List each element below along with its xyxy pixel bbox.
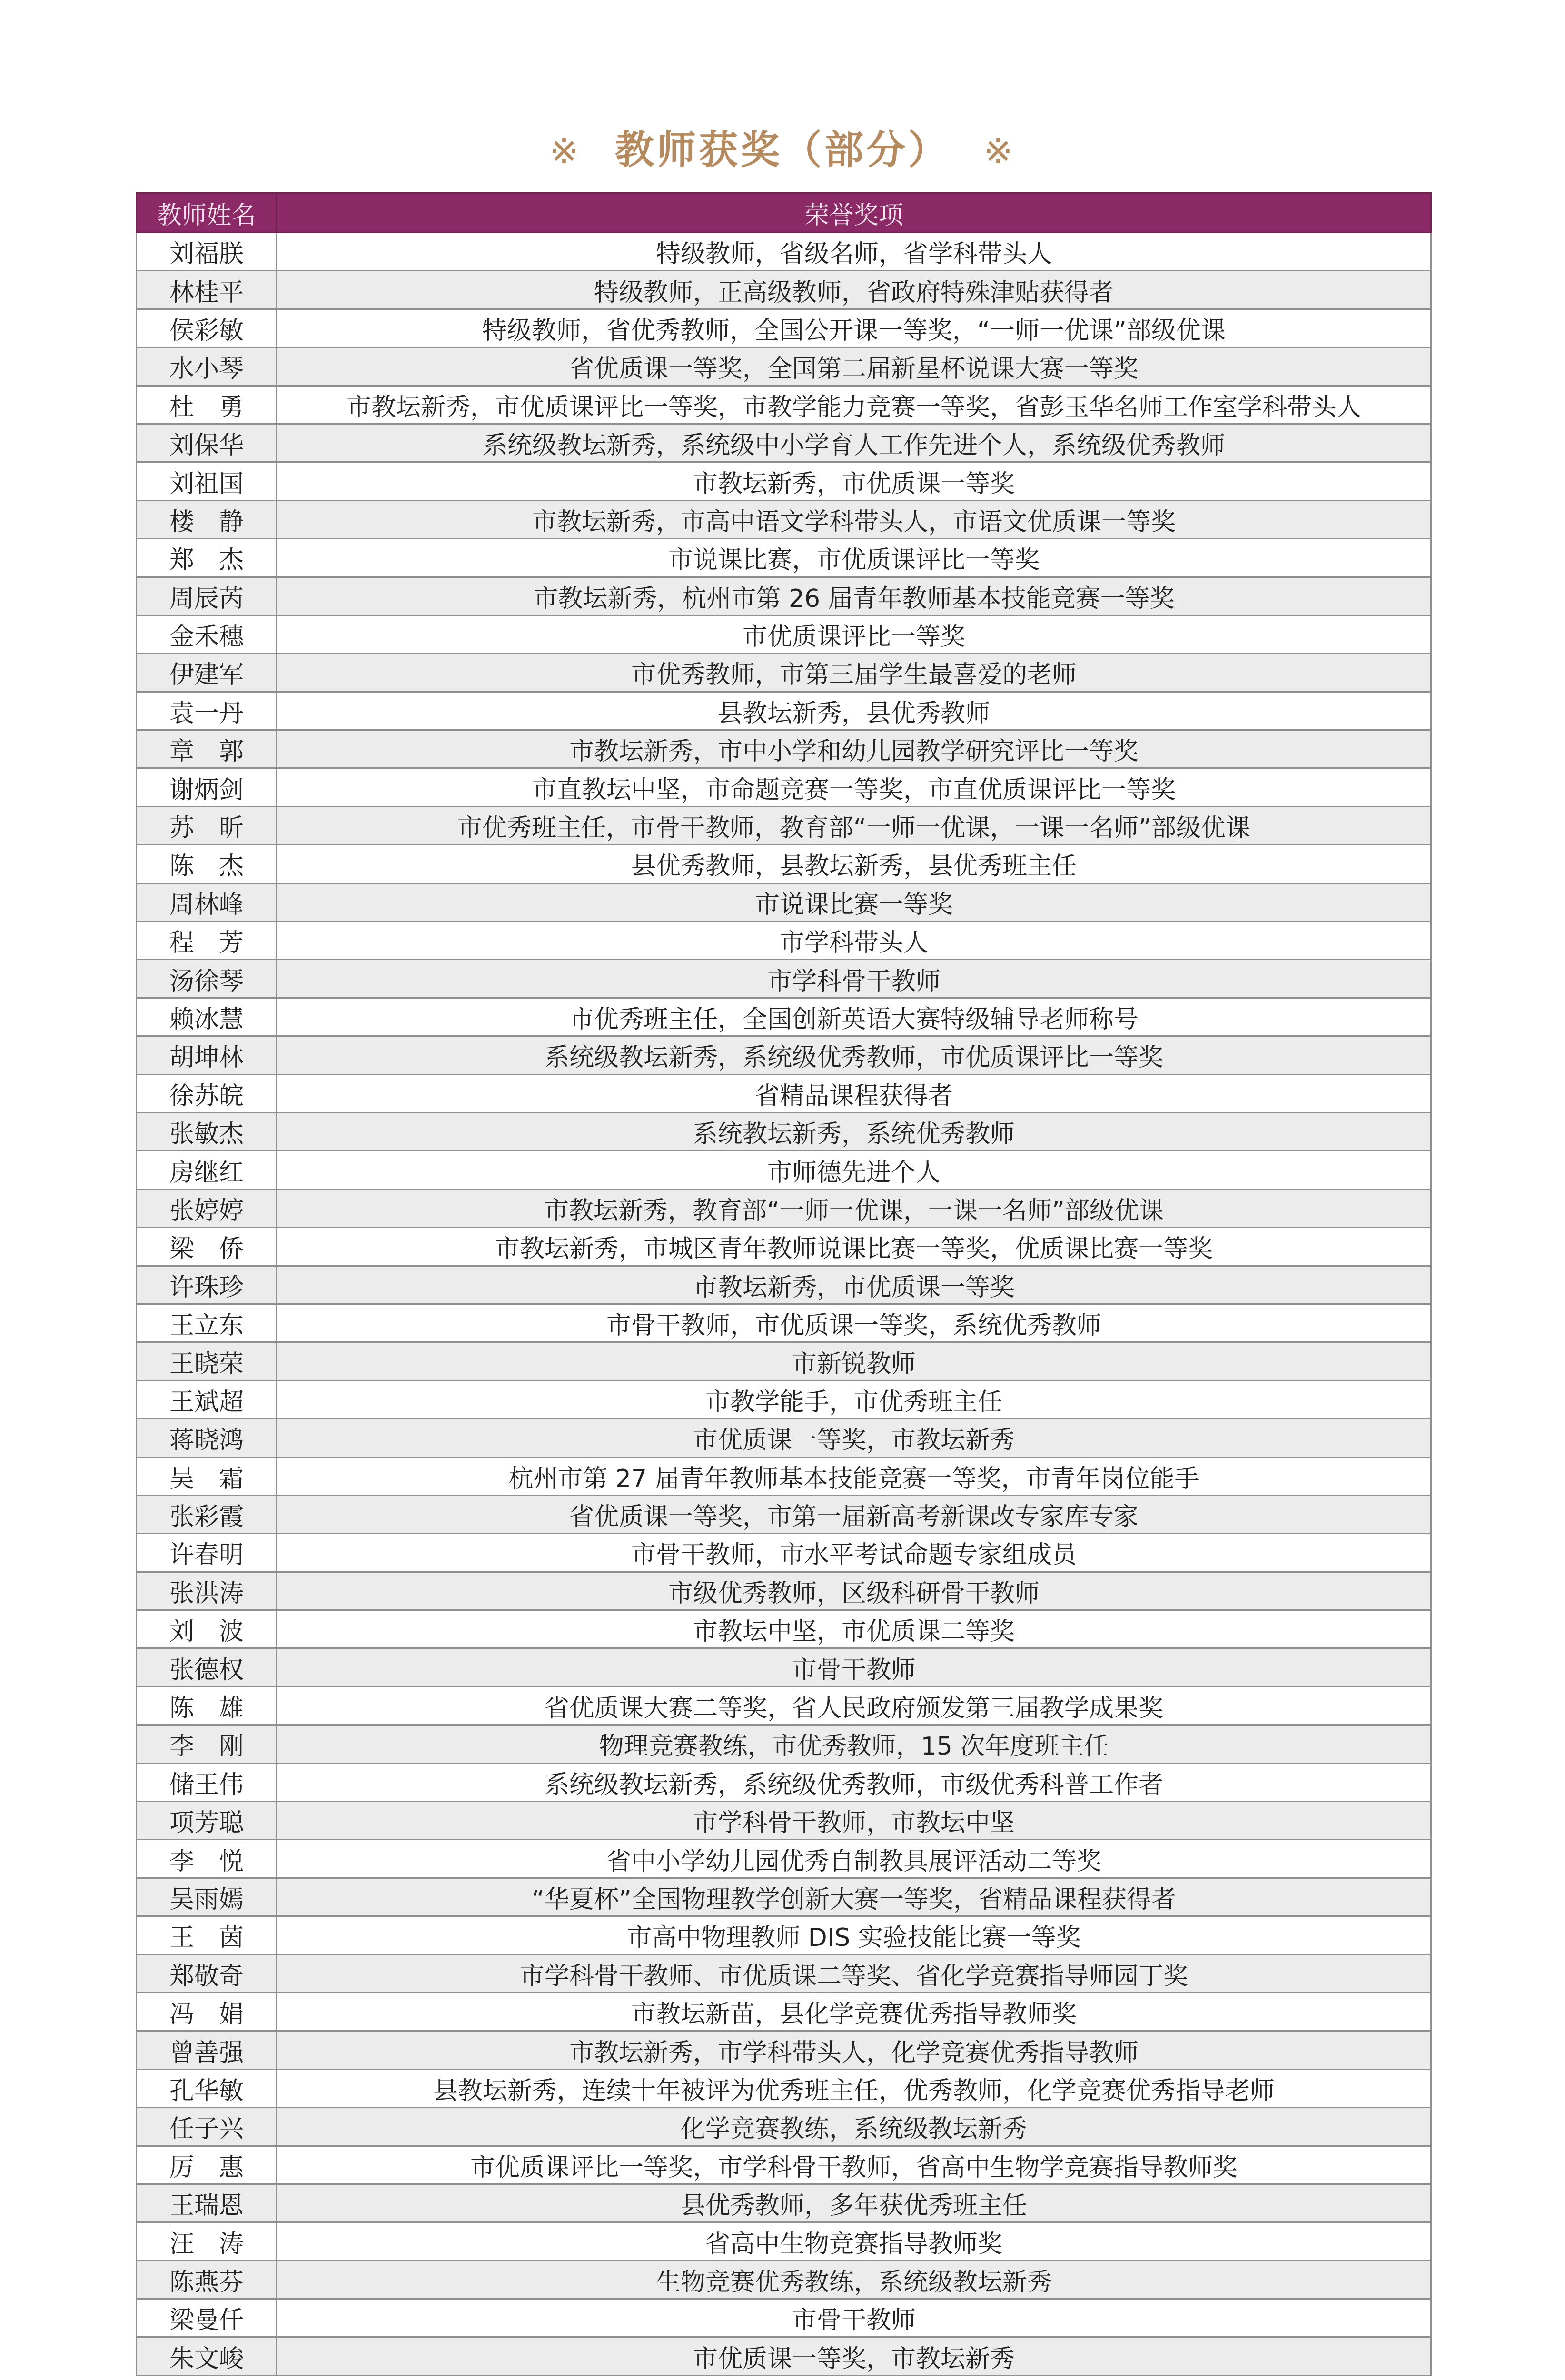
teacher-name: 李 刚	[137, 1725, 277, 1763]
teacher-name: 侯彩敏	[137, 309, 277, 347]
award-row	[137, 1228, 1431, 1266]
award-row	[137, 347, 1431, 386]
award-row	[137, 1074, 1431, 1112]
teacher-name: 王瑞恩	[137, 2184, 277, 2222]
honor-text: 市教坛新秀，市优质课评比一等奖，市教学能力竞赛一等奖，省彭玉华名师工作室学科带头人	[277, 386, 1431, 424]
teacher-name: 蒋晓鸿	[137, 1419, 277, 1457]
award-row	[137, 845, 1431, 883]
teacher-name: 杜 勇	[137, 386, 277, 424]
honor-text: 市教坛新秀，市学科带头人，化学竞赛优秀指导教师	[277, 2031, 1431, 2069]
award-row	[137, 2031, 1431, 2069]
honor-text: 省中小学幼儿园优秀自制教具展评活动二等奖	[277, 1840, 1431, 1878]
teacher-name: 赖冰慧	[137, 998, 277, 1036]
honor-text: 市教坛新秀，市城区青年教师说课比赛一等奖，优质课比赛一等奖	[277, 1228, 1431, 1266]
award-row	[137, 271, 1431, 309]
teacher-name: 项芳聪	[137, 1802, 277, 1840]
teacher-name: 朱文峻	[137, 2337, 277, 2375]
honor-text: 市骨干教师，市水平考试命题专家组成员	[277, 1534, 1431, 1572]
award-row	[137, 2222, 1431, 2261]
title-mark-left: ※	[549, 131, 582, 172]
teacher-name: 王 茵	[137, 1916, 277, 1954]
awards-body	[137, 233, 1431, 2376]
honor-text: 省高中生物竞赛指导教师奖	[277, 2222, 1431, 2261]
award-row	[137, 654, 1431, 692]
honor-text: 市优质课一等奖，市教坛新秀	[277, 2337, 1431, 2375]
award-row	[137, 577, 1431, 615]
honor-text: “华夏杯”全国物理教学创新大赛一等奖，省精品课程获得者	[277, 1878, 1431, 1916]
teacher-name: 程 芳	[137, 922, 277, 960]
honor-text: 市教坛中坚，市优质课二等奖	[277, 1610, 1431, 1648]
honor-text: 特级教师，省优秀教师，全国公开课一等奖，“一师一优课”部级优课	[277, 309, 1431, 347]
teacher-name: 刘保华	[137, 424, 277, 462]
honor-text: 市学科骨干教师，市教坛中坚	[277, 1802, 1431, 1840]
teacher-name: 张敏杰	[137, 1112, 277, 1150]
teacher-name: 刘福朕	[137, 233, 277, 271]
teacher-name: 张洪涛	[137, 1572, 277, 1610]
teacher-name: 张德权	[137, 1648, 277, 1686]
awards-table	[136, 192, 1432, 2376]
honor-text: 省优质课一等奖，全国第二届新星杯说课大赛一等奖	[277, 347, 1431, 386]
honor-text: 市教坛新秀，杭州市第 26 届青年教师基本技能竞赛一等奖	[277, 577, 1431, 615]
teacher-name: 郑敬奇	[137, 1954, 277, 1993]
teacher-name: 冯 娟	[137, 1993, 277, 2031]
award-row	[137, 1304, 1431, 1342]
honor-text: 市骨干教师	[277, 1648, 1431, 1686]
award-row	[137, 1954, 1431, 1993]
honor-text: 市教坛新秀，教育部“一师一优课，一课一名师”部级优课	[277, 1189, 1431, 1227]
award-row	[137, 1686, 1431, 1725]
honor-text: 系统级教坛新秀，系统级优秀教师，市级优秀科普工作者	[277, 1763, 1431, 1801]
honor-text: 省优质课一等奖，市第一届新高考新课改专家库专家	[277, 1495, 1431, 1533]
honor-text: 市学科骨干教师、市优质课二等奖、省化学竞赛指导师园丁奖	[277, 1954, 1431, 1993]
teacher-name: 章 郭	[137, 730, 277, 768]
award-row	[137, 2261, 1431, 2299]
teacher-name: 陈燕芬	[137, 2261, 277, 2299]
teacher-name: 水小琴	[137, 347, 277, 386]
honor-text: 市教坛新秀，市优质课一等奖	[277, 462, 1431, 500]
award-row	[137, 615, 1431, 653]
award-row	[137, 1112, 1431, 1150]
teacher-name: 梁 侨	[137, 1228, 277, 1266]
award-row	[137, 768, 1431, 806]
honor-text: 市说课比赛一等奖	[277, 883, 1431, 921]
award-row	[137, 1993, 1431, 2031]
title-mark-right: ※	[983, 131, 1016, 172]
honor-text: 市新锐教师	[277, 1342, 1431, 1380]
award-row	[137, 2337, 1431, 2375]
honor-text: 市高中物理教师 DIS 实验技能比赛一等奖	[277, 1916, 1431, 1954]
teacher-name: 胡坤林	[137, 1036, 277, 1074]
award-row	[137, 1457, 1431, 1495]
teacher-name: 任子兴	[137, 2108, 277, 2146]
honor-text: 县教坛新秀，连续十年被评为优秀班主任，优秀教师，化学竞赛优秀指导老师	[277, 2069, 1431, 2107]
honor-text: 市优秀教师，市第三届学生最喜爱的老师	[277, 654, 1431, 692]
teacher-name: 许春明	[137, 1534, 277, 1572]
teacher-name: 王斌超	[137, 1380, 277, 1418]
award-row	[137, 1763, 1431, 1801]
teacher-name: 周林峰	[137, 883, 277, 921]
award-row	[137, 730, 1431, 768]
honor-text: 市教坛新秀，市中小学和幼儿园教学研究评比一等奖	[277, 730, 1431, 768]
award-row	[137, 233, 1431, 271]
award-row	[137, 2299, 1431, 2337]
teacher-name: 楼 静	[137, 500, 277, 538]
award-row	[137, 1725, 1431, 1763]
teacher-name: 孔华敏	[137, 2069, 277, 2107]
honor-text: 省精品课程获得者	[277, 1074, 1431, 1112]
honor-text: 市级优秀教师，区级科研骨干教师	[277, 1572, 1431, 1610]
teacher-name: 刘 波	[137, 1610, 277, 1648]
award-row	[137, 1572, 1431, 1610]
award-row	[137, 960, 1431, 998]
teacher-name: 王立东	[137, 1304, 277, 1342]
honor-text: 县优秀教师，多年获优秀班主任	[277, 2184, 1431, 2222]
teacher-name: 王晓荣	[137, 1342, 277, 1380]
award-row	[137, 2184, 1431, 2222]
teacher-name: 厉 惠	[137, 2146, 277, 2184]
award-row	[137, 1802, 1431, 1840]
honor-text: 市优秀班主任，全国创新英语大赛特级辅导老师称号	[277, 998, 1431, 1036]
award-row	[137, 1534, 1431, 1572]
honor-text: 市教坛新秀，市优质课一等奖	[277, 1266, 1431, 1304]
awards-header-row	[137, 193, 1431, 233]
teacher-name: 金禾穗	[137, 615, 277, 653]
award-row	[137, 998, 1431, 1036]
award-row	[137, 1495, 1431, 1533]
award-row	[137, 1419, 1431, 1457]
teacher-name: 袁一丹	[137, 692, 277, 730]
teacher-name: 陈 雄	[137, 1686, 277, 1725]
honor-text: 杭州市第 27 届青年教师基本技能竞赛一等奖，市青年岗位能手	[277, 1457, 1431, 1495]
award-row	[137, 692, 1431, 730]
award-row	[137, 1380, 1431, 1418]
teacher-name: 苏 昕	[137, 806, 277, 844]
award-row	[137, 1648, 1431, 1686]
award-row	[137, 2108, 1431, 2146]
honor-text: 特级教师，正高级教师，省政府特殊津贴获得者	[277, 271, 1431, 309]
award-row	[137, 1840, 1431, 1878]
award-row	[137, 1189, 1431, 1227]
award-row	[137, 1266, 1431, 1304]
honor-text: 市优秀班主任，市骨干教师，教育部“一师一优课，一课一名师”部级优课	[277, 806, 1431, 844]
honor-text: 市学科带头人	[277, 922, 1431, 960]
award-row	[137, 922, 1431, 960]
award-row	[137, 1916, 1431, 1954]
honor-text: 市教学能手，市优秀班主任	[277, 1380, 1431, 1418]
teacher-name: 吴 霜	[137, 1457, 277, 1495]
header-honor: 荣誉奖项	[277, 193, 1431, 233]
teacher-name: 张婷婷	[137, 1189, 277, 1227]
award-row	[137, 1036, 1431, 1074]
honor-text: 县优秀教师，县教坛新秀，县优秀班主任	[277, 845, 1431, 883]
awards-section-title	[0, 119, 1565, 175]
award-row	[137, 386, 1431, 424]
award-row	[137, 1151, 1431, 1189]
honor-text: 市说课比赛，市优质课评比一等奖	[277, 539, 1431, 577]
teacher-name: 陈 杰	[137, 845, 277, 883]
award-row	[137, 462, 1431, 500]
honor-text: 市教坛新秀，市高中语文学科带头人，市语文优质课一等奖	[277, 500, 1431, 538]
teacher-name: 谢炳剑	[137, 768, 277, 806]
honor-text: 系统级教坛新秀，系统级中小学育人工作先进个人，系统级优秀教师	[277, 424, 1431, 462]
teacher-name: 房继红	[137, 1151, 277, 1189]
honor-text: 县教坛新秀，县优秀教师	[277, 692, 1431, 730]
teacher-name: 储王伟	[137, 1763, 277, 1801]
award-row	[137, 2146, 1431, 2184]
award-row	[137, 1342, 1431, 1380]
teacher-name: 周辰芮	[137, 577, 277, 615]
award-row	[137, 2069, 1431, 2107]
honor-text: 市优质课一等奖，市教坛新秀	[277, 1419, 1431, 1457]
teacher-name: 刘祖国	[137, 462, 277, 500]
teacher-name: 徐苏皖	[137, 1074, 277, 1112]
honor-text: 特级教师，省级名师，省学科带头人	[277, 233, 1431, 271]
teacher-name: 曾善强	[137, 2031, 277, 2069]
award-row	[137, 1610, 1431, 1648]
honor-text: 市教坛新苗，县化学竞赛优秀指导教师奖	[277, 1993, 1431, 2031]
honor-text: 市优质课评比一等奖，市学科骨干教师，省高中生物学竞赛指导教师奖	[277, 2146, 1431, 2184]
teacher-name: 伊建军	[137, 654, 277, 692]
honor-text: 市骨干教师，市优质课一等奖，系统优秀教师	[277, 1304, 1431, 1342]
teacher-name: 梁曼仟	[137, 2299, 277, 2337]
header-teacher-name: 教师姓名	[137, 193, 277, 233]
teacher-name: 许珠珍	[137, 1266, 277, 1304]
honor-text: 化学竞赛教练，系统级教坛新秀	[277, 2108, 1431, 2146]
award-row	[137, 806, 1431, 844]
honor-text: 市学科骨干教师	[277, 960, 1431, 998]
honor-text: 市师德先进个人	[277, 1151, 1431, 1189]
teacher-name: 汪 涛	[137, 2222, 277, 2261]
honor-text: 市优质课评比一等奖	[277, 615, 1431, 653]
honor-text: 市直教坛中坚，市命题竞赛一等奖，市直优质课评比一等奖	[277, 768, 1431, 806]
teacher-name: 郑 杰	[137, 539, 277, 577]
award-row	[137, 539, 1431, 577]
honor-text: 系统教坛新秀，系统优秀教师	[277, 1112, 1431, 1150]
teacher-name: 汤徐琴	[137, 960, 277, 998]
honor-text: 物理竞赛教练，市优秀教师，15 次年度班主任	[277, 1725, 1431, 1763]
teacher-name: 张彩霞	[137, 1495, 277, 1533]
awards-title: 教师获奖（部分）	[614, 128, 950, 173]
teacher-name: 李 悦	[137, 1840, 277, 1878]
honor-text: 市骨干教师	[277, 2299, 1431, 2337]
award-row	[137, 500, 1431, 538]
honor-text: 生物竞赛优秀教练，系统级教坛新秀	[277, 2261, 1431, 2299]
award-row	[137, 309, 1431, 347]
honor-text: 系统级教坛新秀，系统级优秀教师，市优质课评比一等奖	[277, 1036, 1431, 1074]
teacher-name: 林桂平	[137, 271, 277, 309]
award-row	[137, 424, 1431, 462]
teacher-name: 吴雨嫣	[137, 1878, 277, 1916]
award-row	[137, 883, 1431, 921]
award-row	[137, 1878, 1431, 1916]
honor-text: 省优质课大赛二等奖，省人民政府颁发第三届教学成果奖	[277, 1686, 1431, 1725]
